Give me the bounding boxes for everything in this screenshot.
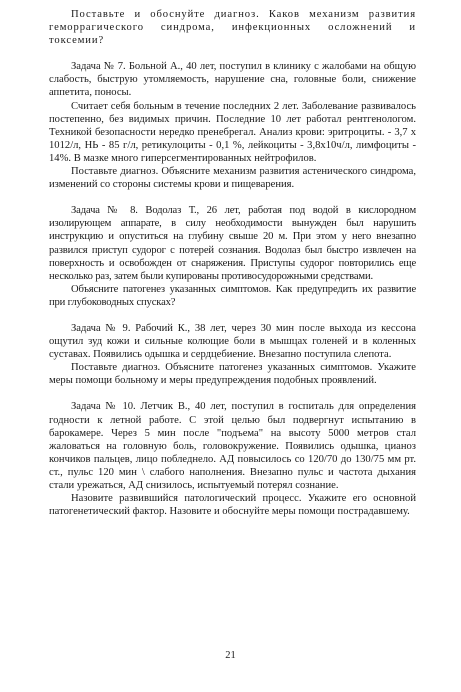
task-7 bbox=[49, 60, 416, 191]
task-10-condition: Задача № 10. Летчик В., 40 лет, поступил в госпиталь для определения годности к летной работе. С этой целью был подвергнут испытанию в барокамере. Через 5 мин после "подъема" на высоту 5000 метров стал жаловаться на головную боль, головокружение. Появились одышка, цианоз кончиков пальцев, лицо побледнело. АД повысилось со 120/70 до 130/75 мм рт. ст., пульс 120 мин \ слабого наполнения. Внезапно пульс и частота дыхания стали урежаться, АД снизилось, испытуемый потерял сознание. bbox=[49, 401, 416, 491]
task-8 bbox=[49, 204, 416, 309]
task-9 bbox=[49, 322, 416, 387]
section-gap bbox=[49, 309, 416, 322]
task-7-question: Поставьте диагноз. Объясните механизм развития астенического синдрома, изменений со стороны системы крови и пищеварения. bbox=[49, 166, 416, 191]
section-gap bbox=[49, 191, 416, 204]
section-gap bbox=[49, 47, 416, 60]
task-8-condition: Задача № 8. Водолаз Т., 26 лет, работая под водой в кислородном изолирующем аппарате, в силу необходимости вынужден был нарушить инструкцию и опуститься на глубину свыше 20 м. При этом у него внезапно развился приступ судорог с потерей сознания. Водолаз был быстро извлечен на поверхность и освобожден от снаряжения. Приступы судорог повторились еще несколько раз, затем были купированы противосудорожными средствами. bbox=[49, 205, 416, 282]
document-page bbox=[49, 8, 416, 518]
page-number: 21 bbox=[225, 650, 236, 661]
task-7-history: Считает себя больным в течение последних 2 лет. Заболевание развивалось постепенно, без видимых причин. Последние 10 лет работал рентгенологом. Техникой безопасности нередко пренебрегал. Анализ крови: эритроциты. - 3,7 х 1012/л, НЬ - 85 г/л, ретикулоциты - 0,1 %, лейкоциты - 3,8х10ч/л, лимфоциты - 14%. В мазке много гиперсегментированных нейтрофилов. bbox=[49, 100, 416, 164]
task-9-question: Поставьте диагноз. Объясните патогенез указанных симптомов. Укажите меры помощи больному и меры предупреждения подобных проявлений. bbox=[49, 362, 416, 387]
task-9-condition: Задача № 9. Рабочий К., 38 лет, через 30 мин после выхода из кессона ощутил зуд кожи и сильные колющие боли в мышцах голеней и в коленных суставах. Появились одышка и сердцебиение. Внезапно поступила слепота. bbox=[49, 322, 416, 361]
task-10 bbox=[49, 400, 416, 518]
section-gap bbox=[49, 387, 416, 400]
intro-question: Поставьте и обоснуйте диагноз. Каков механизм развития геморрагического синдрома, инфекционных осложнений и токсемии? bbox=[49, 9, 416, 47]
task-10-question: Назовите развившийся патологический процесс. Укажите его основной патогенетический фактор. Назовите и обоснуйте меры помощи пострадавшему. bbox=[49, 493, 416, 518]
task-7-condition: Задача № 7. Больной А., 40 лет, поступил в клинику с жалобами на общую слабость, быструю утомляемость, нарушение сна, головные боли, снижение аппетита, поносы. bbox=[49, 61, 416, 99]
task-8-question: Объясните патогенез указанных симптомов. Как предупредить их развитие при глубоководных спусках? bbox=[49, 283, 416, 308]
